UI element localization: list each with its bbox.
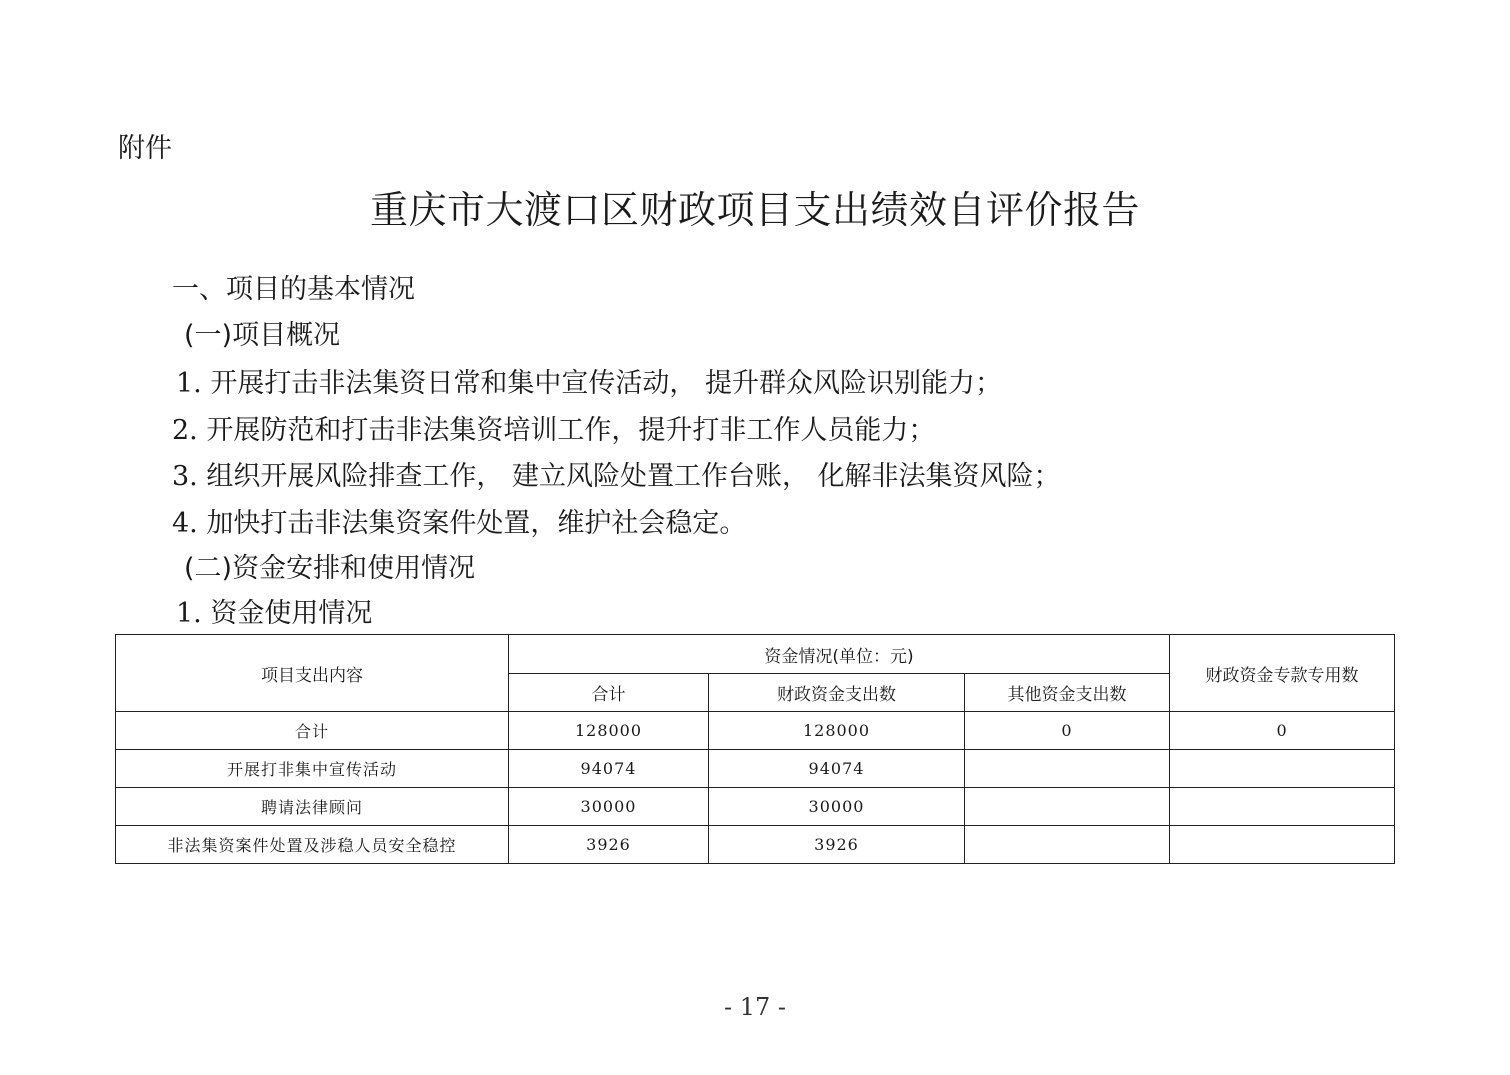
list-number: 4.: [172, 508, 198, 539]
annex-label: 附件: [118, 133, 172, 164]
cell-other: [965, 788, 1170, 826]
cell-other: 0: [965, 712, 1170, 750]
subsection-heading-overview: (一)项目概况: [184, 320, 341, 351]
header-total: 合计: [509, 674, 709, 712]
document-title: 重庆市大渡口区财政项目支出绩效自评价报告: [369, 188, 1140, 232]
header-other-expenditure: 其他资金支出数: [965, 674, 1170, 712]
table-row: [116, 826, 1395, 864]
list-number: 3.: [172, 461, 198, 492]
cell-special: [1170, 750, 1395, 788]
list-number: 2.: [172, 415, 198, 446]
overview-item-3: [172, 459, 1061, 495]
header-item-content: 项目支出内容: [116, 635, 509, 712]
cell-special: [1170, 788, 1395, 826]
funds-usage-heading: [176, 596, 372, 632]
cell-total: 30000: [509, 788, 709, 826]
table-header-row: [116, 635, 1395, 674]
cell-special: [1170, 826, 1395, 864]
table-row: [116, 788, 1395, 826]
cell-item: 聘请法律顾问: [116, 788, 509, 826]
list-item-text: 组织开展风险排查工作， 建立风险处置工作台账， 化解非法集资风险；: [206, 461, 1061, 492]
cell-special: 0: [1170, 712, 1395, 750]
header-fiscal-expenditure: 财政资金支出数: [709, 674, 965, 712]
page-number: - 17 -: [723, 993, 786, 1021]
cell-item: 开展打非集中宣传活动: [116, 750, 509, 788]
overview-item-2: [172, 413, 935, 449]
cell-item: 合计: [116, 712, 509, 750]
cell-total: 128000: [509, 712, 709, 750]
overview-item-1: [176, 366, 1002, 402]
list-number: 1.: [176, 368, 202, 399]
cell-fiscal: 94074: [709, 750, 965, 788]
list-item-text: 资金使用情况: [210, 598, 373, 629]
header-special-use: 财政资金专款专用数: [1170, 635, 1395, 712]
overview-item-4: [172, 506, 746, 542]
list-number: 1.: [176, 598, 202, 629]
cell-item: 非法集资案件处置及涉稳人员安全稳控: [116, 826, 509, 864]
table-row: [116, 750, 1395, 788]
cell-other: [965, 750, 1170, 788]
list-item-text: 加快打击非法集资案件处置，维护社会稳定。: [206, 508, 747, 539]
cell-fiscal: 3926: [709, 826, 965, 864]
list-item-text: 开展防范和打击非法集资培训工作，提升打非工作人员能力；: [206, 415, 936, 446]
section-heading-basic-info: 一、项目的基本情况: [172, 274, 415, 305]
cell-total: 94074: [509, 750, 709, 788]
cell-fiscal: 30000: [709, 788, 965, 826]
cell-total: 3926: [509, 826, 709, 864]
funds-usage-table: [115, 634, 1395, 864]
table-row: [116, 712, 1395, 750]
cell-other: [965, 826, 1170, 864]
header-funds-group: 资金情况(单位：元): [509, 635, 1170, 674]
list-item-text: 开展打击非法集资日常和集中宣传活动， 提升群众风险识别能力；: [210, 368, 1002, 399]
subsection-heading-funds: (二)资金安排和使用情况: [184, 553, 476, 584]
cell-fiscal: 128000: [709, 712, 965, 750]
